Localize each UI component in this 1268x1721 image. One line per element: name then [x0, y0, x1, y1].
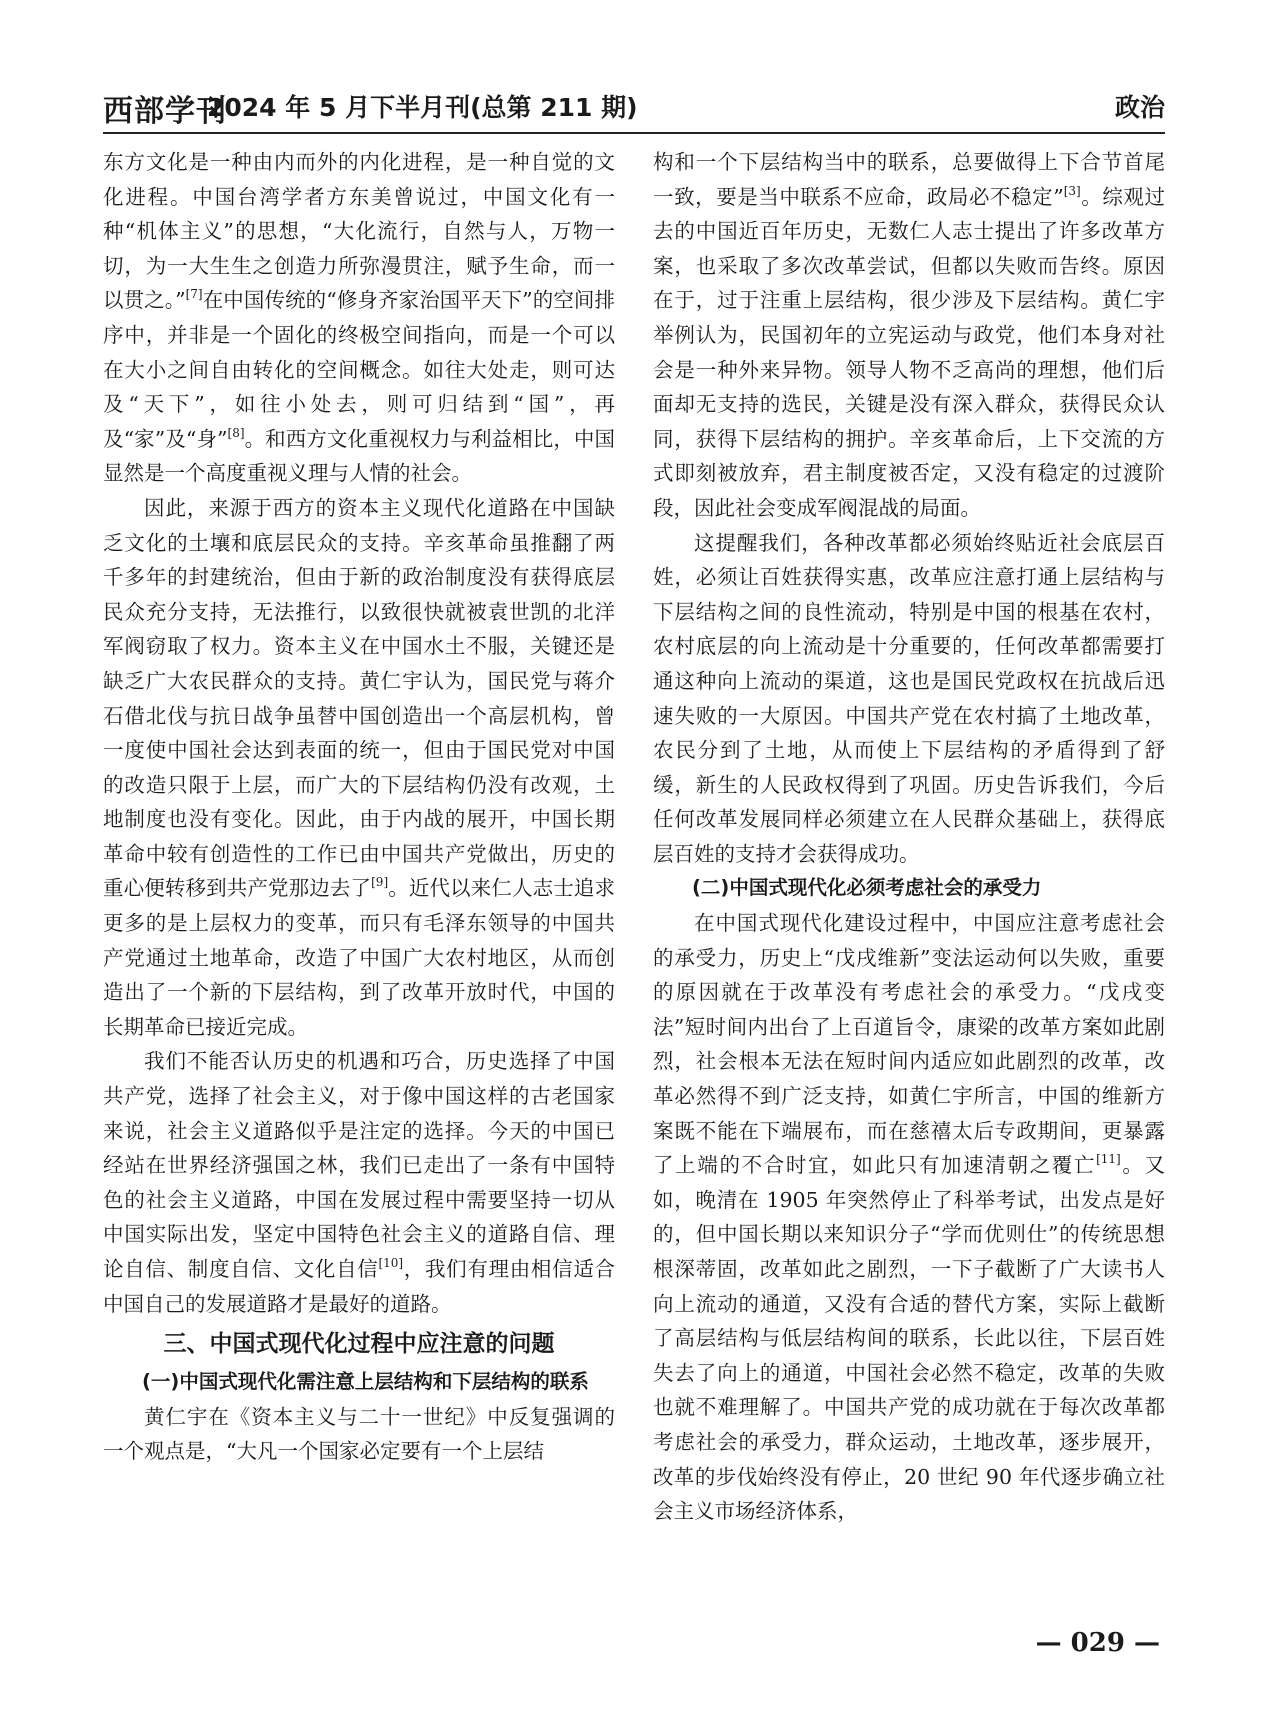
citation-ref: [10]: [378, 1256, 404, 1270]
left-column: [103, 145, 615, 1469]
journal-logo: 西部学刊: [103, 94, 227, 129]
paragraph: 我们不能否认历史的机遇和巧合，历史选择了中国共产党，选择了社会主义，对于像中国这样的古老国家来说，社会主义道路似乎是注定的选择。今天的中国已经站在世界经济强国之林，我们已走出了一条有中国特色的社会主义道路，中国在发展过程中需要坚持一切从中国实际出发，坚定中国特色社会主义的道路自信、理论自信、制度自信、文化自信[10]，我们有理由相信适合中国自己的发展道路才是最好的道路。: [103, 1049, 616, 1316]
paragraph: 黄仁宇在《资本主义与二十一世纪》中反复强调的一个观点是，“大凡一个国家必定要有一个上层结: [103, 1404, 615, 1464]
citation-ref: [8]: [227, 425, 245, 440]
citation-ref: [9]: [371, 875, 389, 890]
page-header: [103, 80, 1165, 134]
citation-ref: [11]: [1096, 1152, 1121, 1167]
paragraph: 构和一个下层结构当中的联系，总要做得上下合节首尾一致，要是当中联系不应命，政局必不稳定”[3]。综观过去的中国近百年历史，无数仁人志士提出了许多改革方案，也采取了多次改革尝试，但都以失败而告终。原因在于，过于注重上层结构，很少涉及下层结构。黄仁宇举例认为，民国初年的立宪运动与政党，他们本身对社会是一种外来异物。领导人物不乏高尚的理想，他们后面却无支持的选民，关键是没有深入群众，获得民众认同，获得下层结构的拥护。辛亥革命后，上下交流的方式即刻被放弃，君主制度被否定，又没有稳定的过渡阶段，因此社会变成军阀混战的局面。: [653, 150, 1165, 520]
subsection-heading: (一)中国式现代化需注意上层结构和下层结构的联系: [142, 1370, 589, 1394]
citation-ref: [3]: [1063, 183, 1081, 198]
paragraph: 在中国式现代化建设过程中，中国应注意考虑社会的承受力，历史上“戊戌维新”变法运动何以失败，重要的原因就在于改革没有考虑社会的承受力。“戊戌变法”短时间内出台了上百道旨令，康梁的改革方案如此剧烈，社会根本无法在短时间内适应如此剧烈的改革，改革必然得不到广泛支持，如黄仁宇所言，中国的维新方案既不能在下端展布，而在慈禧太后专政期间，更暴露了上端的不合时宜，如此只有加速清朝之覆亡[11]。又如，晚清在 1905 年突然停止了科举考试，出发点是好的，但中国长期以来知识分子“学而优则仕”的传统思想根深蒂固，改革如此之剧烈，一下子截断了广大读书人向上流动的通道，又没有合适的替代方案，实际上截断了高层结构与低层结构间的联系，长此以往，下层百姓失去了向上的通道，中国社会必然不稳定，改革的失败也就不难理解了。中国共产党的成功就在于每次改革都考虑社会的承受力，群众运动，土地改革，逐步展开，改革的步伐始终没有停止，20 世纪 90 年代逐步确立社会主义市场经济体系，: [653, 911, 1166, 1524]
section-heading: 三、中国式现代化过程中应注意的问题: [163, 1331, 555, 1358]
page-number: — 029 —: [1035, 1628, 1160, 1658]
paragraph: 因此，来源于西方的资本主义现代化道路在中国缺乏文化的土壤和底层民众的支持。辛亥革命虽推翻了两千多年的封建统治，但由于新的政治制度没有获得底层民众充分支持，无法推行，以致很快就被袁世凯的北洋军阀窃取了权力。资本主义在中国水土不服，关键还是缺乏广大农民群众的支持。黄仁宇认为，国民党与蒋介石借北伐与抗日战争虽替中国创造出一个高层机构，曾一度使中国社会达到表面的统一，但由于国民党对中国的改造只限于上层，而广大的下层结构仍没有改观，土地制度也没有变化。因此，由于内战的展开，中国长期革命中较有创造性的工作已由中国共产党做出，历史的重心便转移到共产党那边去了[9]。近代以来仁人志士追求更多的是上层权力的变革，而只有毛泽东领导的中国共产党通过土地革命，改造了中国广大农村地区，从而创造出了一个新的下层结构，到了改革开放时代，中国的长期革命已接近完成。: [103, 495, 615, 1039]
paragraph: 这提醒我们，各种改革都必须始终贴近社会底层百姓，必须让百姓获得实惠，改革应注意打通上层结构与下层结构之间的良性流动，特别是中国的根基在农村，农村底层的向上流动是十分重要的，任何改革都需要打通这种向上流动的渠道，这也是国民党政权在抗战后迅速失败的一大原因。中国共产党在农村搞了土地改革，农民分到了土地，从而使上下层结构的矛盾得到了舒缓，新生的人民政权得到了巩固。历史告诉我们，今后任何改革发展同样必须建立在人民群众基础上，获得底层百姓的支持才会获得成功。: [653, 530, 1165, 866]
issue-info: 2024 年 5 月下半月刊(总第 211 期): [207, 93, 638, 122]
section-label: 政治: [1114, 93, 1165, 122]
right-column: [653, 145, 1165, 1529]
paragraph: 东方文化是一种由内而外的内化进程，是一种自觉的文化进程。中国台湾学者方东美曾说过，中国文化有一种“机体主义”的思想，“大化流行，自然与人，万物一切，为一大生生之创造力所弥漫贯注，赋予生命，而一以贯之。”[7]在中国传统的“修身齐家治国平天下”的空间排序中，并非是一个固化的终极空间指向，而是一个可以在大小之间自由转化的空间概念。如往大处走，则可达及“天下”，如往小处去，则可归结到“国”，再及“家”及“身”[8]。和西方文化重视权力与利益相比，中国显然是一个高度重视义理与人情的社会。: [103, 150, 616, 486]
subsection-heading: (二)中国式现代化必须考虑社会的承受力: [692, 876, 1042, 900]
citation-ref: [7]: [185, 287, 203, 302]
